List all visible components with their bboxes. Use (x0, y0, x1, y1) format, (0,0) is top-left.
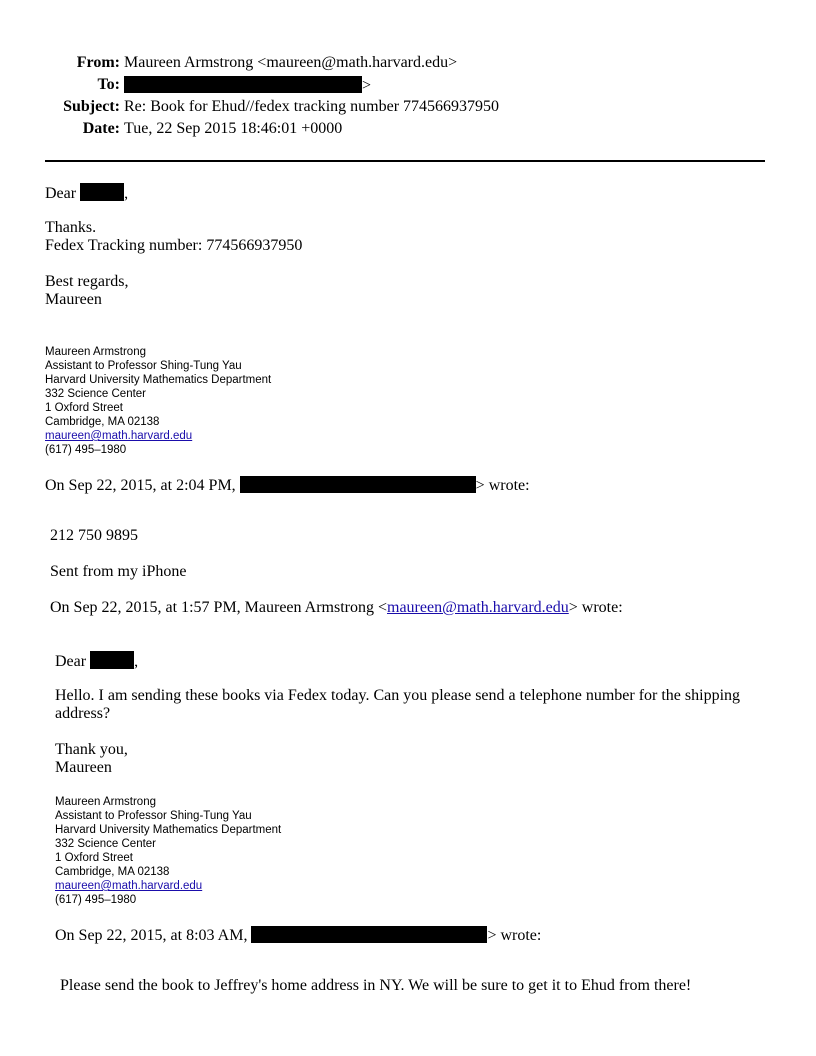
quote3-body: Please send the book to Jeffrey's home address in NY. We will be sure to get it to Ehud from there! (60, 977, 692, 994)
greeting-prefix: Dear (55, 653, 91, 670)
quote2-signoff: Maureen (55, 759, 112, 776)
redaction-block (90, 651, 134, 669)
date-label: Date: (82, 120, 120, 137)
signature-department: Harvard University Mathematics Department (45, 374, 272, 386)
signature-phone: (617) 495–1980 (55, 894, 137, 906)
signature-building: 332 Science Center (55, 838, 157, 850)
signature-title: Assistant to Professor Shing-Tung Yau (55, 810, 252, 822)
quote1-sent-from: Sent from my iPhone (50, 563, 187, 580)
quote2-closing: Thank you, (55, 741, 128, 758)
reply-closing: Best regards, (45, 273, 129, 290)
attribution-prefix: On Sep 22, 2015, at 1:57 PM, Maureen Armstrong < (50, 599, 387, 616)
to-suffix: > (362, 77, 372, 94)
quote2-attribution (50, 599, 623, 617)
greeting-suffix: , (124, 185, 129, 202)
signature-department: Harvard University Mathematics Department (55, 824, 282, 836)
attribution-suffix: > wrote: (475, 477, 530, 494)
attribution-email-link[interactable]: maureen@math.harvard.edu (387, 599, 569, 616)
quote3-attribution (55, 926, 541, 945)
signature-title: Assistant to Professor Shing-Tung Yau (45, 360, 242, 372)
redaction-block (240, 476, 476, 493)
signature-block (45, 345, 271, 457)
signature-street: 1 Oxford Street (45, 402, 123, 414)
from-value: Maureen Armstrong <maureen@math.harvard.edu> (124, 54, 458, 71)
reply-tracking: Fedex Tracking number: 774566937950 (45, 237, 303, 254)
signature-email-link[interactable]: maureen@math.harvard.edu (45, 430, 193, 442)
to-label: To: (97, 76, 120, 93)
attribution-prefix: On Sep 22, 2015, at 2:04 PM, (45, 477, 240, 494)
reply-signoff: Maureen (45, 291, 102, 308)
signature-phone: (617) 495–1980 (45, 444, 127, 456)
attribution-suffix: > wrote: (487, 927, 542, 944)
signature-city: Cambridge, MA 02138 (45, 416, 160, 428)
signature-email-link[interactable]: maureen@math.harvard.edu (55, 880, 203, 892)
redaction-block (251, 926, 487, 943)
subject-value: Re: Book for Ehud//fedex tracking number 774566937950 (124, 98, 500, 115)
greeting-prefix: Dear (45, 185, 81, 202)
signature-name: Maureen Armstrong (45, 346, 146, 358)
quote2-body: Hello. I am sending these books via Fedex today. Can you please send a telephone number for the shipping address? (55, 687, 741, 722)
to-value (124, 76, 371, 95)
signature-block (55, 795, 281, 907)
signature-street: 1 Oxford Street (55, 852, 133, 864)
signature-city: Cambridge, MA 02138 (55, 866, 170, 878)
redaction-block (124, 76, 362, 93)
header-divider (45, 160, 765, 162)
from-label: From: (76, 54, 120, 71)
greeting-suffix: , (134, 653, 139, 670)
signature-building: 332 Science Center (45, 388, 147, 400)
quote2-greeting (55, 651, 138, 671)
attribution-prefix: On Sep 22, 2015, at 8:03 AM, (55, 927, 252, 944)
reply-greeting (45, 183, 128, 203)
subject-label: Subject: (63, 98, 120, 115)
reply-thanks: Thanks. (45, 219, 97, 236)
quote1-phone: 212 750 9895 (50, 527, 138, 544)
attribution-suffix: > wrote: (568, 599, 623, 616)
quote1-attribution (45, 476, 530, 495)
signature-name: Maureen Armstrong (55, 796, 156, 808)
redaction-block (80, 183, 124, 201)
date-value: Tue, 22 Sep 2015 18:46:01 +0000 (124, 120, 343, 137)
